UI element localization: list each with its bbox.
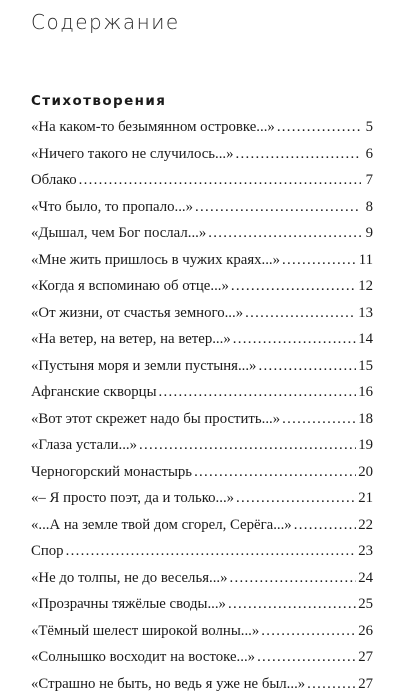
dot-leader xyxy=(228,591,356,618)
toc-entry xyxy=(31,247,373,274)
toc-entry-title: «Что было, то пропало...» xyxy=(31,194,193,221)
toc-entry-page-number: 21 xyxy=(358,485,373,512)
toc-entry xyxy=(31,591,373,618)
toc-entry xyxy=(31,512,373,539)
toc-entry-title: «На ветер, на ветер, на ветер...» xyxy=(31,326,231,353)
toc-entry-title: «Прозрачны тяжёлые своды...» xyxy=(31,591,226,618)
dot-leader xyxy=(282,247,357,274)
dot-leader xyxy=(294,512,357,539)
toc-entry xyxy=(31,565,373,592)
section-heading: Стихотворения xyxy=(31,93,166,109)
toc-entry-page-number: 25 xyxy=(358,591,373,618)
dot-leader xyxy=(66,538,357,565)
toc-entry-page-number: 8 xyxy=(363,194,373,221)
dot-leader xyxy=(194,459,356,486)
toc-entry-page-number: 12 xyxy=(358,273,373,300)
toc-entry-page-number: 23 xyxy=(358,538,373,565)
toc-entry-page-number: 9 xyxy=(363,220,373,247)
toc-entry xyxy=(31,326,373,353)
dot-leader xyxy=(195,194,361,221)
toc-entry-page-number: 13 xyxy=(358,300,373,327)
toc-entry-title: «– Я просто поэт, да и только...» xyxy=(31,485,234,512)
toc-entry xyxy=(31,485,373,512)
dot-leader xyxy=(261,618,356,645)
toc-entry xyxy=(31,618,373,645)
toc-entry xyxy=(31,273,373,300)
dot-leader xyxy=(208,220,361,247)
table-of-contents xyxy=(31,114,373,697)
toc-entry xyxy=(31,194,373,221)
toc-entry-title: «Не до толпы, не до веселья...» xyxy=(31,565,228,592)
dot-leader xyxy=(139,432,356,459)
toc-entry xyxy=(31,141,373,168)
toc-entry xyxy=(31,538,373,565)
toc-entry-page-number: 20 xyxy=(358,459,373,486)
toc-entry-title: «Страшно не быть, но ведь я уже не был...» xyxy=(31,671,305,697)
dot-leader xyxy=(159,379,357,406)
toc-entry-title: «...А на земле твой дом сгорел, Серёга...» xyxy=(31,512,292,539)
dot-leader xyxy=(233,326,356,353)
toc-entry xyxy=(31,114,373,141)
toc-entry-title: Спор xyxy=(31,538,64,565)
toc-entry-page-number: 24 xyxy=(358,565,373,592)
toc-entry-page-number: 7 xyxy=(363,167,373,194)
toc-entry xyxy=(31,432,373,459)
toc-entry-title: Черногорский монастырь xyxy=(31,459,192,486)
dot-leader xyxy=(277,114,361,141)
dot-leader xyxy=(236,141,361,168)
toc-entry-title: «Солнышко восходит на востоке...» xyxy=(31,644,255,671)
toc-entry-title: «Дышал, чем Бог послал...» xyxy=(31,220,206,247)
toc-entry-title: «Мне жить пришлось в чужих краях...» xyxy=(31,247,280,274)
toc-entry-page-number: 26 xyxy=(358,618,373,645)
dot-leader xyxy=(79,167,361,194)
toc-entry-page-number: 5 xyxy=(363,114,373,141)
dot-leader xyxy=(230,565,357,592)
toc-entry-title: «Ничего такого не случилось...» xyxy=(31,141,234,168)
toc-entry-title: «Глаза устали...» xyxy=(31,432,137,459)
toc-entry-page-number: 14 xyxy=(358,326,373,353)
toc-entry-title: «На каком-то безымянном островке...» xyxy=(31,114,275,141)
toc-entry-title: Облако xyxy=(31,167,77,194)
toc-entry-page-number: 11 xyxy=(359,247,373,274)
toc-entry xyxy=(31,300,373,327)
toc-entry-title: «Вот этот скрежет надо бы простить...» xyxy=(31,406,280,433)
toc-entry-page-number: 18 xyxy=(358,406,373,433)
toc-entry-page-number: 19 xyxy=(358,432,373,459)
toc-entry xyxy=(31,353,373,380)
toc-entry xyxy=(31,220,373,247)
toc-entry-page-number: 6 xyxy=(363,141,373,168)
toc-entry-page-number: 27 xyxy=(358,644,373,671)
dot-leader xyxy=(231,273,356,300)
toc-entry-title: Афганские скворцы xyxy=(31,379,157,406)
dot-leader xyxy=(307,671,356,697)
toc-entry xyxy=(31,644,373,671)
toc-entry-page-number: 16 xyxy=(358,379,373,406)
toc-entry xyxy=(31,671,373,697)
toc-entry-page-number: 22 xyxy=(358,512,373,539)
toc-entry-title: «Пустыня моря и земли пустыня...» xyxy=(31,353,256,380)
toc-entry-page-number: 27 xyxy=(358,671,373,697)
dot-leader xyxy=(258,353,356,380)
dot-leader xyxy=(257,644,356,671)
toc-entry-title: «От жизни, от счастья земного...» xyxy=(31,300,243,327)
toc-entry xyxy=(31,406,373,433)
toc-entry xyxy=(31,379,373,406)
toc-entry-page-number: 15 xyxy=(358,353,373,380)
page-title: Содержание xyxy=(31,10,180,34)
dot-leader xyxy=(236,485,356,512)
dot-leader xyxy=(245,300,356,327)
toc-entry xyxy=(31,167,373,194)
toc-entry-title: «Когда я вспоминаю об отце...» xyxy=(31,273,229,300)
toc-entry-title: «Тёмный шелест широкой волны...» xyxy=(31,618,259,645)
dot-leader xyxy=(282,406,356,433)
toc-entry xyxy=(31,459,373,486)
